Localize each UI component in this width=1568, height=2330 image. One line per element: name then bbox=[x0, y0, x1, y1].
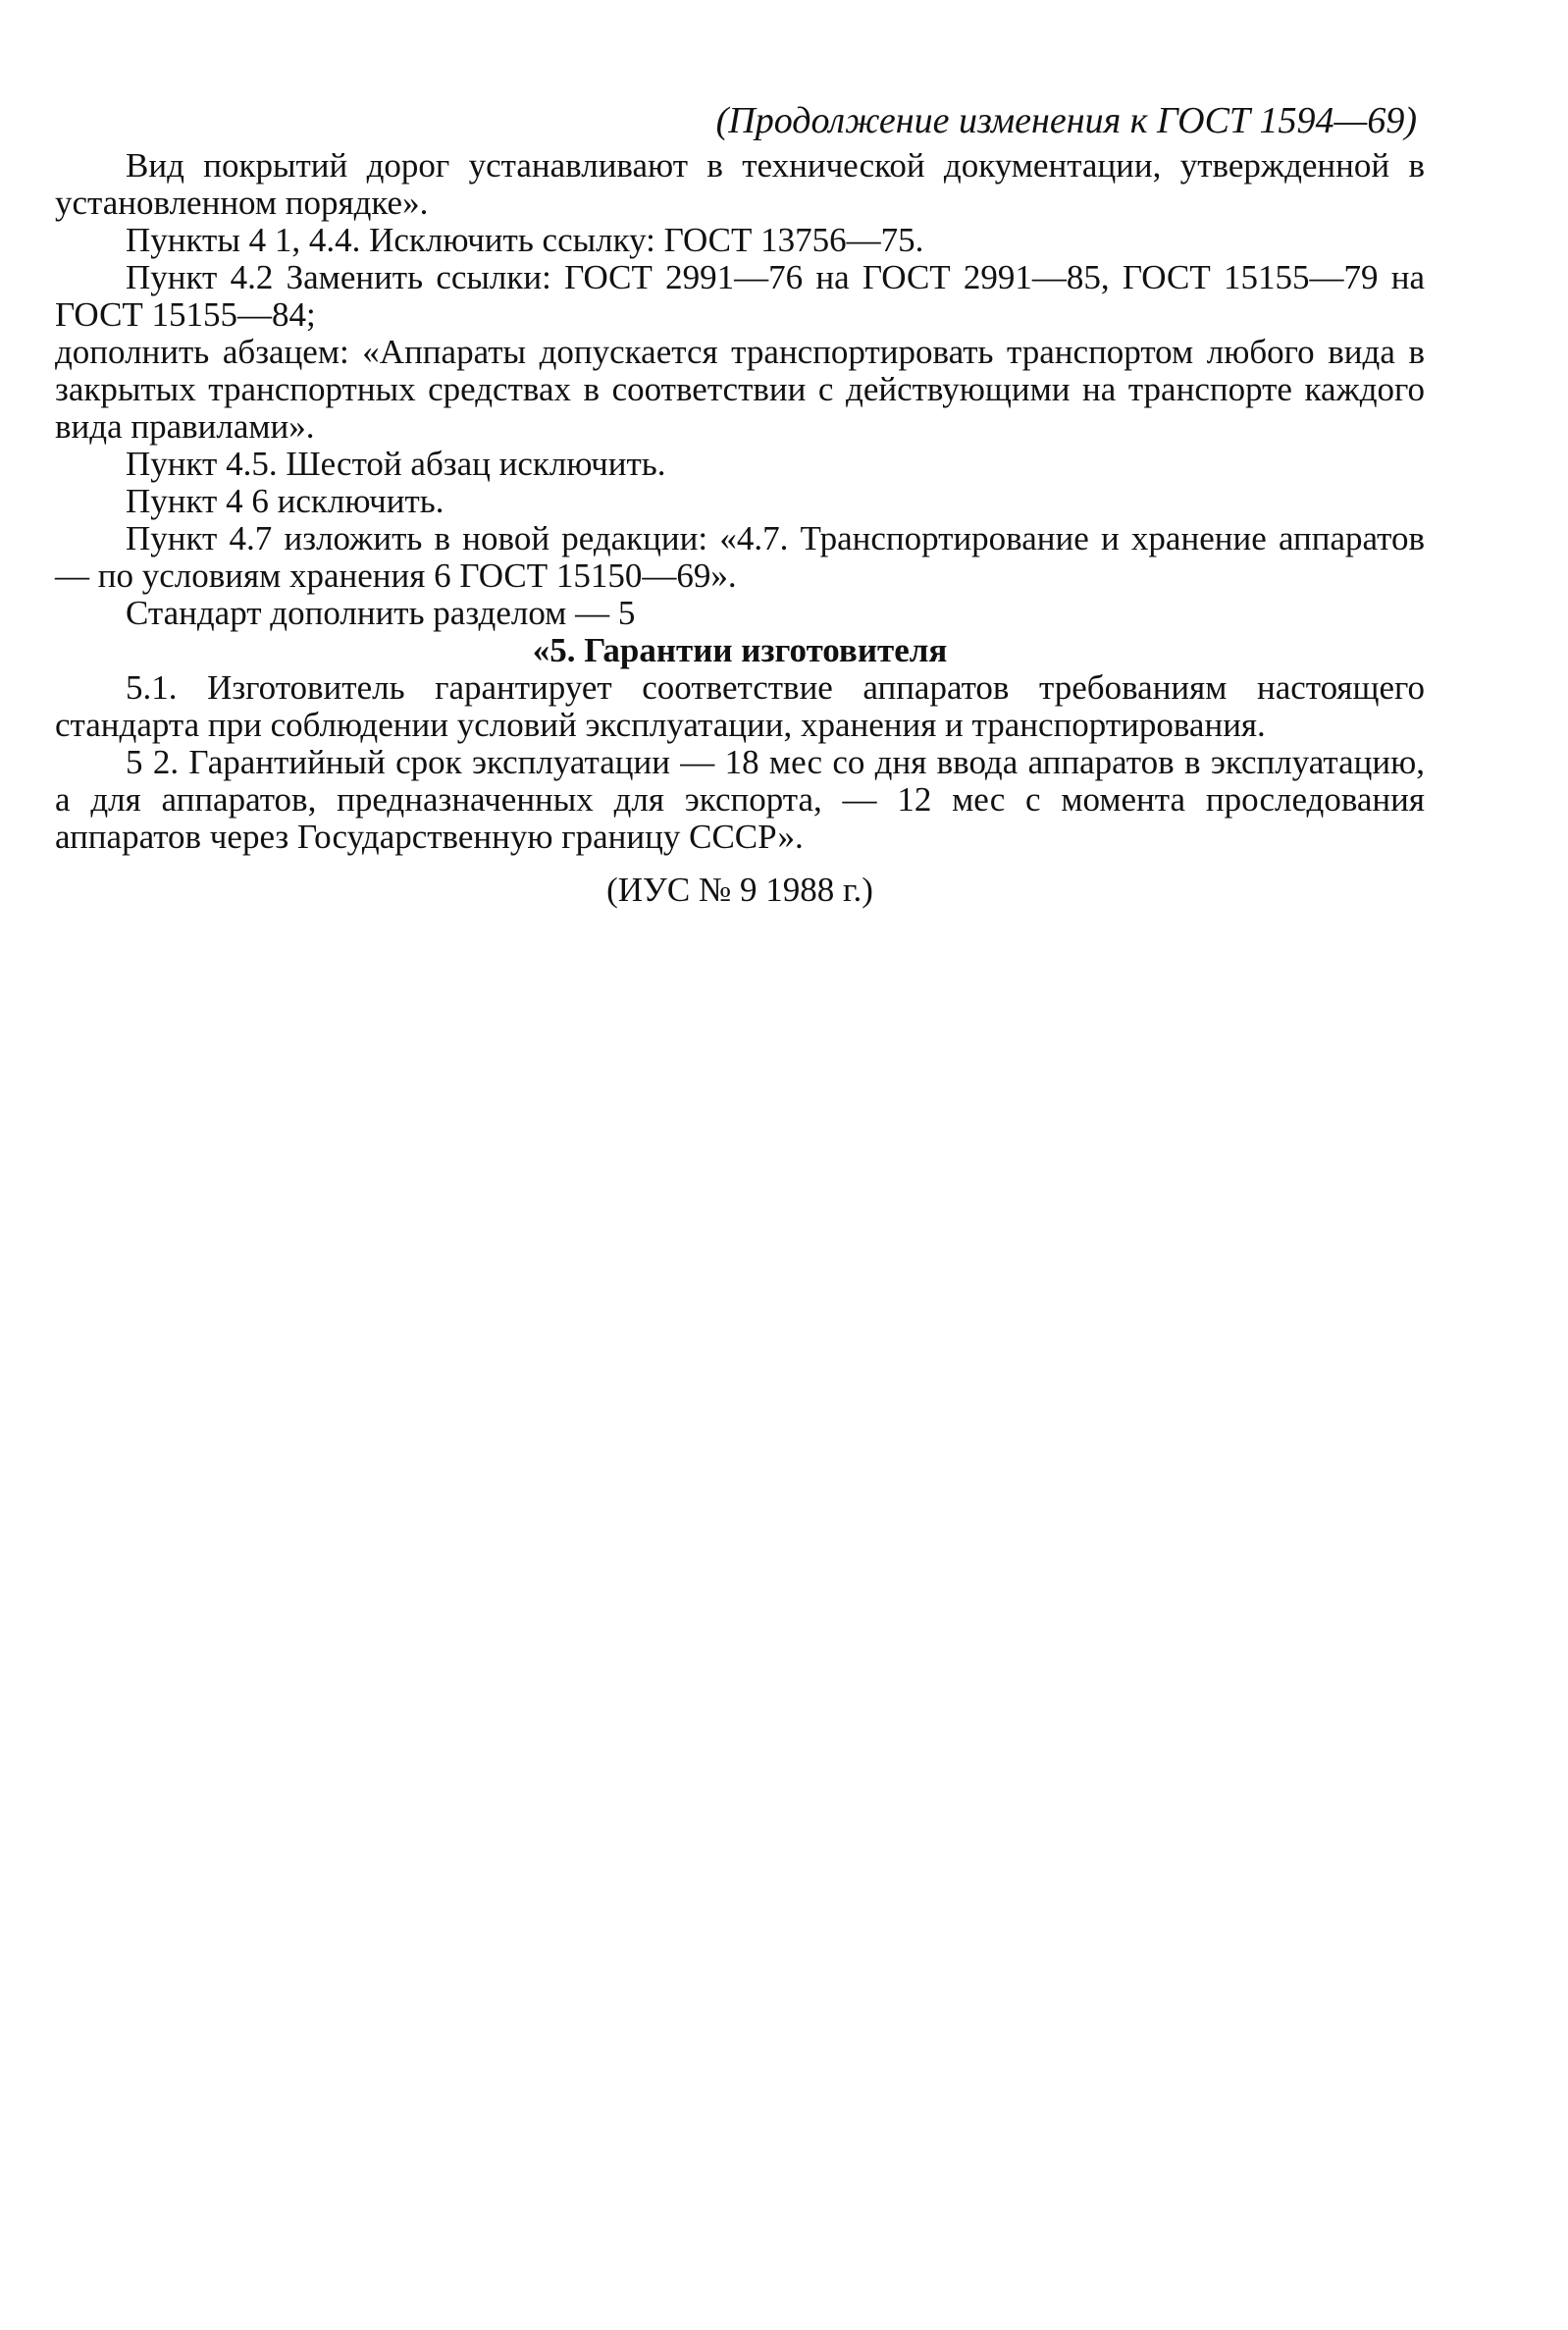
section-title: «5. Гарантии изготовителя bbox=[532, 631, 948, 669]
page-header: (Продолжение изменения к ГОСТ 1594—69) bbox=[715, 100, 1417, 141]
paragraph-item-4-5: Пункт 4.5. Шестой абзац исключить. bbox=[126, 445, 666, 483]
paragraph-section-5-intro: Стандарт дополнить разделом — 5 bbox=[126, 594, 636, 632]
document-page bbox=[55, 98, 1425, 909]
paragraph-item-4-6: Пункт 4 6 исключить. bbox=[126, 482, 444, 520]
paragraph-item-4-2-addition: дополнить абзацем: «Аппараты допускается транспортировать транспортом любого вида в закрытых транспортных средствах в соответствии с действующими на транспорте каждого вида правилами». bbox=[55, 333, 1425, 446]
paragraph-item-4-2: Пункт 4.2 Заменить ссылки: ГОСТ 2991—76 на ГОСТ 2991—85, ГОСТ 15155—79 на ГОСТ 15155—84; bbox=[55, 258, 1425, 334]
paragraph-items-4-1-4-4: Пункты 4 1, 4.4. Исключить ссылку: ГОСТ 13756—75. bbox=[126, 221, 924, 259]
ius-reference: (ИУС № 9 1988 г.) bbox=[606, 871, 873, 909]
paragraph-5-1: 5.1. Изготовитель гарантирует соответствие аппаратов требованиям настоящего стандарта при соблюдении условий эксплуатации, хранения и транспортирования. bbox=[55, 668, 1425, 744]
paragraph-item-4-7: Пункт 4.7 изложить в новой редакции: «4.7. Транспортирование и хранение аппаратов — по условиям хранения 6 ГОСТ 15150—69». bbox=[55, 519, 1425, 595]
paragraph-5-2: 5 2. Гарантийный срок эксплуатации — 18 мес со дня ввода аппаратов в эксплуатацию, а для аппаратов, предназначенных для экспорта, — 12 мес с момента проследования аппаратов через Государственную границу СССР». bbox=[55, 743, 1425, 856]
paragraph-road-coverage: Вид покрытий дорог устанавливают в технической документации, утвержденной в установленном порядке». bbox=[55, 146, 1425, 222]
